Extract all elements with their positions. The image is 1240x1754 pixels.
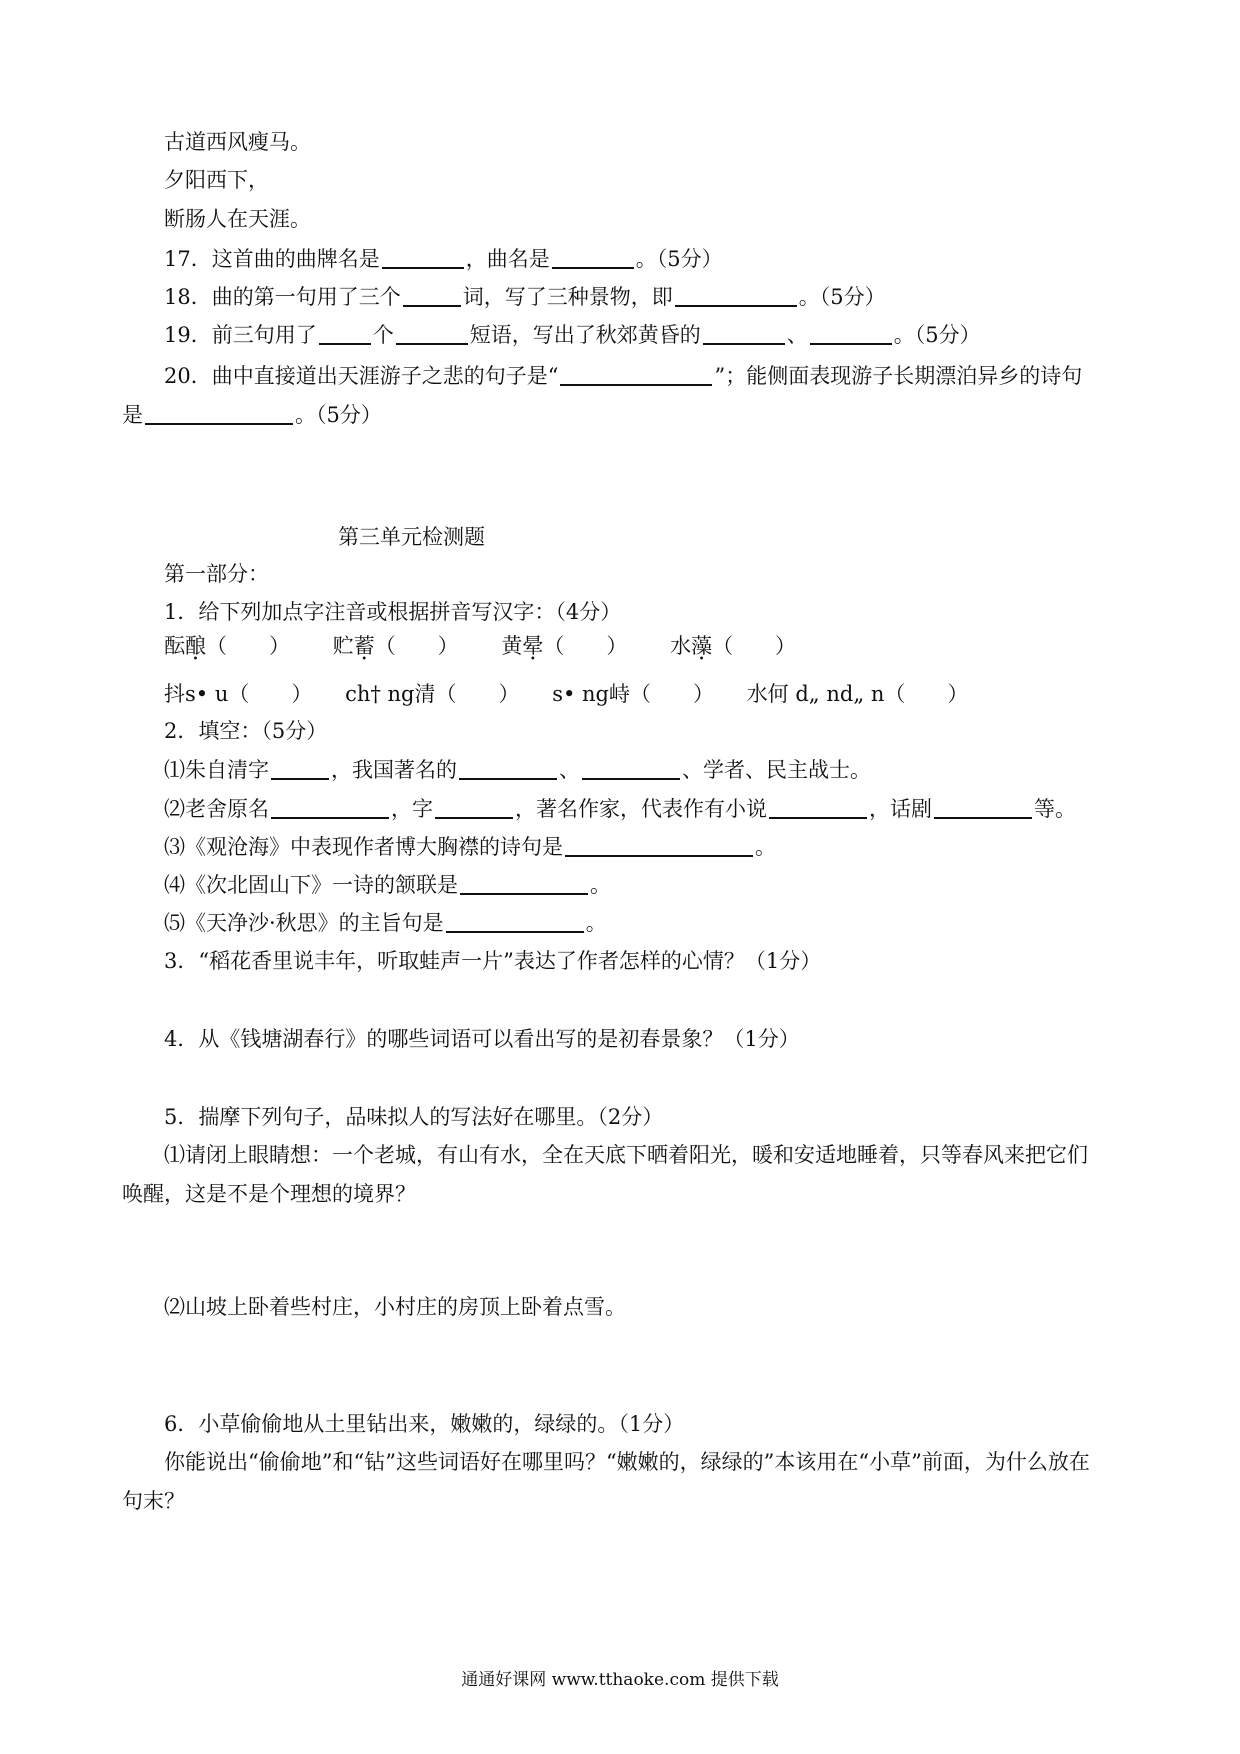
q1-pinyin-1[interactable]: 抖s• u（ ） [164, 682, 313, 706]
q5-item-2: ⑵山坡上卧着些村庄，小村庄的房顶上卧着点雪。 [164, 1295, 626, 1319]
q17-text-b: ，曲名是 [465, 247, 550, 271]
q19-text-e: 。（5分） [893, 323, 981, 347]
q1-pinyin-3[interactable]: s• ng峙（ ） [552, 682, 714, 706]
question-3: 3．“稻花香里说丰年，听取蛙声一片”表达了作者怎样的心情？（1分） [164, 949, 822, 973]
q1-word-2: 贮蓄（ ） [332, 634, 459, 658]
q2-item-5: ⑸《天净沙·秋思》的主旨句是 。 [164, 911, 607, 935]
q2-1-blank-3[interactable] [582, 756, 680, 780]
footer-credit: 通通好课网 www.tthaoke.com 提供下载 [461, 1670, 779, 1690]
q2-2-blank-2[interactable] [435, 795, 513, 819]
question-18 [164, 283, 886, 311]
q19-blank-4[interactable] [810, 321, 892, 345]
q20-text-b: ”；能侧面表现游子长期漂泊异乡的诗句 [714, 364, 1083, 388]
part-one-heading: 第一部分： [164, 562, 269, 586]
q5-item-1-line-1: ⑴请闭上眼睛想：一个老城，有山有水，全在天底下晒着阳光，暖和安适地睡着，只等春风来把它们 [164, 1143, 1088, 1167]
q6-prompt-line-2: 句末？ [122, 1489, 185, 1513]
question-1: 1．给下列加点字注音或根据拼音写汉字：（4分） [164, 600, 622, 624]
q2-2-blank-3[interactable] [769, 795, 867, 819]
q1-word-3: 黄晕（ ） [501, 634, 628, 658]
question-17 [164, 245, 723, 273]
q2-item-2: ⑵老舍原名 ，字 ，著名作家，代表作有小说 ，话剧 等。 [164, 797, 1076, 821]
q17-text-a: 17．这首曲的曲牌名是 [164, 247, 380, 271]
q19-text-d: 、 [786, 323, 808, 347]
q18-text-b: 词，写了三种景物，即 [462, 285, 673, 309]
q1-pinyin-2[interactable]: ch† ng清（ ） [345, 682, 520, 706]
question-6: 6．小草偷偷地从土里钻出来，嫩嫩的，绿绿的。（1分） [164, 1412, 685, 1436]
q2-4-blank[interactable] [460, 871, 588, 895]
q19-text-a: 19．前三句用了 [164, 323, 317, 347]
q2-item-4: ⑷《次北固山下》一诗的颔联是 。 [164, 873, 611, 897]
q19-blank-3[interactable] [703, 321, 785, 345]
q17-text-c: 。（5分） [635, 247, 723, 271]
q19-text-b: 个 [372, 323, 394, 347]
q2-1-blank-1[interactable] [271, 756, 329, 780]
q1-word-1: 酝酿（ ） [164, 634, 290, 658]
q2-2-blank-1[interactable] [271, 795, 389, 819]
q20-text-c: 是 [122, 403, 143, 427]
q2-1-blank-2[interactable] [459, 756, 557, 780]
poem-line-1: 古道西风瘦马。 [164, 130, 311, 154]
q18-text-a: 18．曲的第一句用了三个 [164, 285, 401, 309]
q18-blank-1[interactable] [403, 283, 461, 307]
q20-text-a: 20．曲中直接道出天涯游子之悲的句子是“ [164, 364, 559, 388]
q2-3-blank[interactable] [565, 833, 753, 857]
q18-blank-2[interactable] [675, 283, 797, 307]
q2-item-1: ⑴朱自清字 ，我国著名的 、 、学者、民主战士。 [164, 758, 871, 782]
q18-text-c: 。（5分） [798, 285, 886, 309]
question-2: 2．填空：（5分） [164, 719, 328, 743]
q17-blank-1[interactable] [382, 245, 464, 269]
q1-pinyin-row [164, 680, 968, 708]
q1-pinyin-4[interactable]: 水何 d„ nd„ n（ ） [746, 682, 969, 706]
q19-blank-1[interactable] [319, 321, 371, 345]
question-4: 4．从《钱塘湖春行》的哪些词语可以看出写的是初春景象？（1分） [164, 1027, 800, 1051]
poem-line-3: 断肠人在天涯。 [164, 207, 311, 231]
unit-title: 第三单元检测题 [338, 525, 485, 549]
q1-word-4: 水藻（ ） [670, 634, 797, 658]
q19-text-c: 短语，写出了秋郊黄昏的 [469, 323, 701, 347]
q6-prompt-line-1: 你能说出“偷偷地”和“钻”这些词语好在哪里吗？“嫩嫩的，绿绿的”本该用在“小草”前面，为什么放在 [164, 1450, 1090, 1474]
q5-item-1-line-2: 唤醒，这是不是个理想的境界？ [122, 1182, 416, 1206]
question-5: 5．揣摩下列句子，品味拟人的写法好在哪里。（2分） [164, 1105, 664, 1129]
question-20 [164, 362, 1082, 390]
q2-item-3: ⑶《观沧海》中表现作者博大胸襟的诗句是 。 [164, 835, 776, 859]
q19-blank-2[interactable] [396, 321, 468, 345]
question-19 [164, 321, 981, 349]
q17-blank-2[interactable] [552, 245, 634, 269]
q20-text-d: 。（5分） [295, 403, 382, 427]
q20-blank-1[interactable] [560, 362, 712, 386]
q20-blank-2[interactable] [145, 401, 293, 425]
q2-5-blank[interactable] [446, 909, 584, 933]
poem-line-2: 夕阳西下， [164, 168, 269, 192]
q1-words-row [164, 632, 796, 660]
q2-2-blank-4[interactable] [934, 795, 1032, 819]
question-20-line-2 [122, 401, 382, 429]
